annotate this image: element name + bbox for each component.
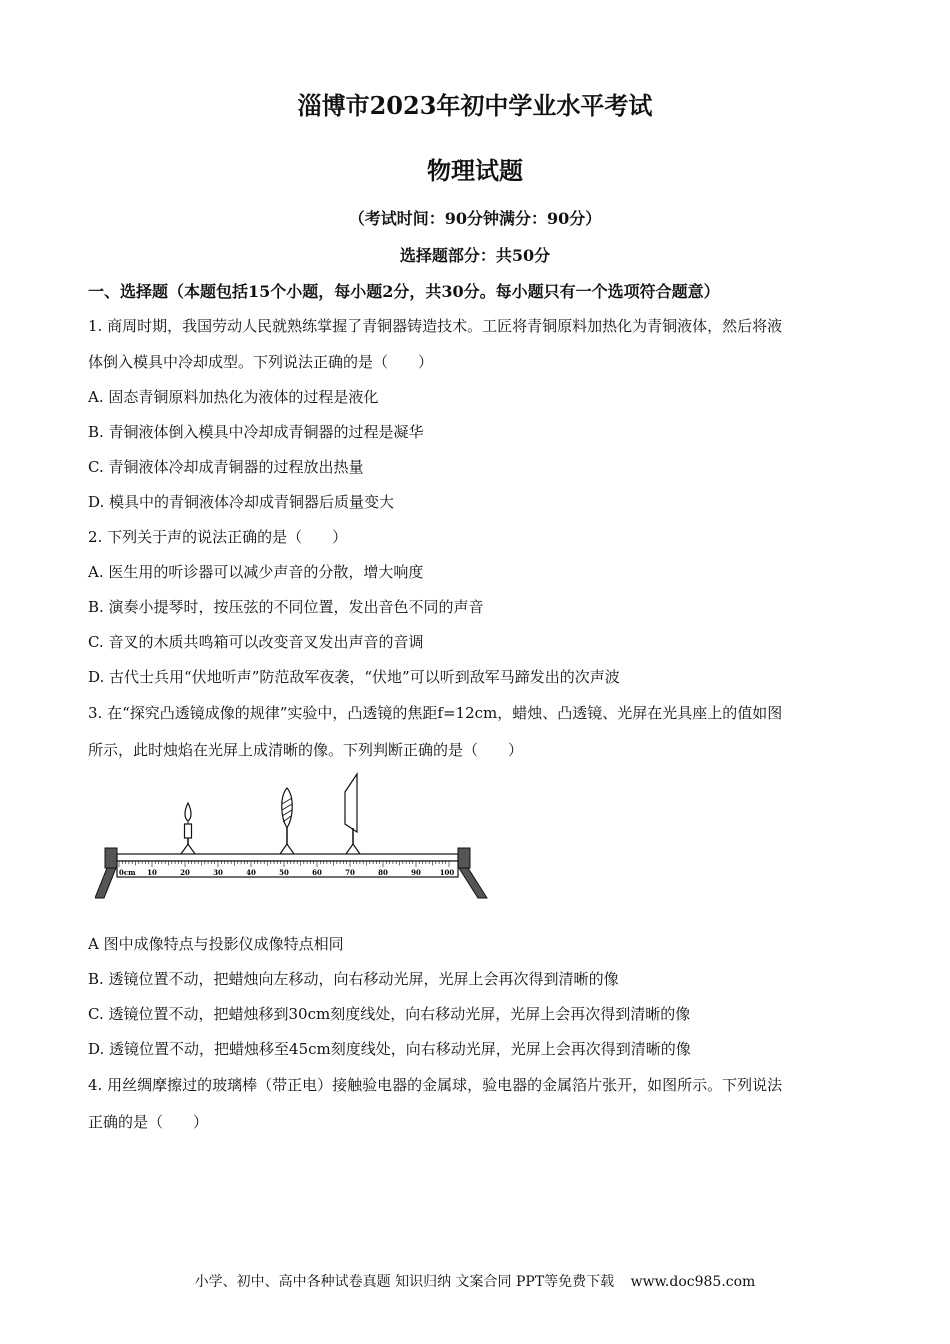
question-2-option-d: D. 古代士兵用“伏地听声”防范敌军夜袭，“伏地”可以听到敌军马蹄发出的次声波 <box>88 668 620 686</box>
convex-lens <box>280 788 294 854</box>
bench-rail <box>95 848 487 898</box>
candle <box>181 803 195 854</box>
question-3-option-b: B. 透镜位置不动，把蜡烛向左移动，向右移动光屏，光屏上会再次得到清晰的像 <box>88 970 619 988</box>
tick-label-100: 100 <box>439 868 455 877</box>
ruler-unit-label: 0cm <box>119 868 136 877</box>
question-3-stem-line-2: 所示，此时烛焰在光屏上成清晰的像。下列判断正确的是（ ） <box>88 741 524 759</box>
footer-url[interactable]: www.doc985.com <box>630 1274 756 1290</box>
optical-bench-figure <box>95 772 495 902</box>
right-leg <box>459 868 487 898</box>
tick-label-70: 70 <box>345 868 355 877</box>
question-1-option-a: A. 固态青铜原料加热化为液体的过程是液化 <box>88 388 379 406</box>
question-1-stem-line-1: 1. 商周时期，我国劳动人民就熟练掌握了青铜器铸造技术。工匠将青铜原料加热化为青铜液体，然后将液 <box>88 317 783 335</box>
tick-label-60: 60 <box>312 868 322 877</box>
tick-label-50: 50 <box>279 868 289 877</box>
exam-title: 淄博市2023年初中学业水平考试 <box>297 91 653 120</box>
question-3-stem-line-1: 3. 在“探究凸透镜成像的规律”实验中，凸透镜的焦距f=12cm，蜡烛、凸透镜、光屏在光具座上的值如图 <box>88 704 783 722</box>
question-3-option-d: D. 透镜位置不动，把蜡烛移至45cm刻度线处，向右移动光屏，光屏上会再次得到清晰的像 <box>88 1040 691 1058</box>
page-footer <box>0 1271 950 1291</box>
section-heading: 一、选择题（本题包括15个小题，每小题2分，共30分。每小题只有一个选项符合题意） <box>88 282 720 301</box>
tick-label-30: 30 <box>213 868 223 877</box>
flame-icon <box>185 803 191 821</box>
question-1-option-b: B. 青铜液体倒入模具中冷却成青铜器的过程是凝华 <box>88 423 424 441</box>
question-2-option-c: C. 音叉的木质共鸣箱可以改变音叉发出声音的音调 <box>88 633 424 651</box>
tick-label-80: 80 <box>378 868 388 877</box>
question-3-option-a: A 图中成像特点与投影仪成像特点相同 <box>88 935 344 953</box>
question-4-stem-line-2: 正确的是（ ） <box>88 1113 209 1131</box>
subject-title: 物理试题 <box>427 156 523 185</box>
tick-label-40: 40 <box>246 868 256 877</box>
question-1-option-c: C. 青铜液体冷却成青铜器的过程放出热量 <box>88 458 364 476</box>
question-2-option-b: B. 演奏小提琴时，按压弦的不同位置，发出音色不同的声音 <box>88 598 484 616</box>
question-1-stem-line-2: 体倒入模具中冷却成型。下列说法正确的是（ ） <box>88 353 434 371</box>
left-leg <box>95 868 116 898</box>
tick-label-20: 20 <box>180 868 190 877</box>
part-title: 选择题部分：共50分 <box>399 246 551 265</box>
question-2-stem: 2. 下列关于声的说法正确的是（ ） <box>88 528 348 546</box>
light-screen <box>345 774 360 854</box>
question-3-option-c: C. 透镜位置不动，把蜡烛移到30cm刻度线处，向右移动光屏，光屏上会再次得到清晰的像 <box>88 1005 691 1023</box>
exam-info: （考试时间：90分钟满分：90分） <box>348 209 602 228</box>
question-4-stem-line-1: 4. 用丝绸摩擦过的玻璃棒（带正电）接触验电器的金属球，验电器的金属箔片张开，如图所示。下列说法 <box>88 1076 783 1094</box>
tick-label-90: 90 <box>411 868 421 877</box>
tick-label-10: 10 <box>147 868 157 877</box>
question-1-option-d: D. 模具中的青铜液体冷却成青铜器后质量变大 <box>88 493 395 511</box>
question-2-option-a: A. 医生用的听诊器可以减少声音的分散，增大响度 <box>88 563 424 581</box>
footer-text: 小学、初中、高中各种试卷真题 知识归纳 文案合同 PPT等免费下载 <box>194 1274 615 1290</box>
